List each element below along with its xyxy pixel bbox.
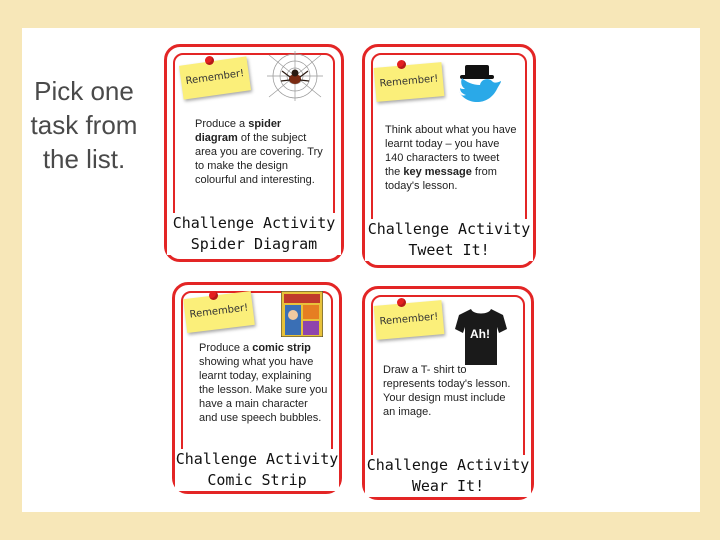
remember-label: Remember! (379, 73, 439, 90)
twitter-bird-icon (453, 63, 503, 115)
card-tweet-it[interactable] (362, 44, 536, 268)
card-description: Draw a T- shirt to represents today's lesson. Your design must include an image. (383, 364, 511, 418)
caption-line-2: Tweet It! (408, 241, 490, 259)
remember-label: Remember! (379, 311, 439, 328)
card-caption (365, 219, 533, 261)
card-spider-diagram[interactable] (164, 44, 344, 262)
card-description: Produce a spider diagram of the subject area you are covering. Try to make the design colourful and interesting. (195, 118, 323, 186)
card-caption (175, 449, 339, 491)
card-wear-it[interactable] (362, 286, 534, 500)
tshirt-print-text: Ah! (470, 327, 490, 341)
card-caption (365, 455, 531, 497)
pin-icon (209, 291, 218, 300)
caption-line-2: Spider Diagram (190, 235, 318, 253)
caption-line-1: Challenge Activity (367, 220, 531, 238)
card-caption (167, 213, 341, 255)
remember-note (374, 300, 445, 340)
slide-title: Pick one task from the list. (30, 76, 138, 174)
pin-icon (397, 60, 406, 69)
caption-line-1: Challenge Activity (172, 214, 336, 232)
caption-line-1: Challenge Activity (175, 450, 339, 468)
comic-book-icon (281, 291, 323, 337)
remember-label: Remember! (189, 302, 249, 321)
remember-label: Remember! (184, 67, 245, 88)
card-description: Think about what you have learnt today – you have 140 characters to tweet the key message from today's lesson. (385, 124, 517, 192)
spider-web-icon (267, 51, 323, 101)
card-comic-strip[interactable] (172, 282, 342, 494)
pin-icon (397, 298, 406, 307)
caption-line-2: Wear It! (411, 477, 485, 495)
tshirt-icon (455, 307, 507, 365)
pin-icon (205, 56, 214, 65)
caption-line-1: Challenge Activity (366, 456, 530, 474)
caption-line-2: Comic Strip (207, 471, 307, 489)
remember-note (374, 62, 445, 102)
card-description: Produce a comic strip showing what you have learnt today, explaining the lesson. Make sure you have a main character and use speech bubbles. (199, 342, 328, 424)
